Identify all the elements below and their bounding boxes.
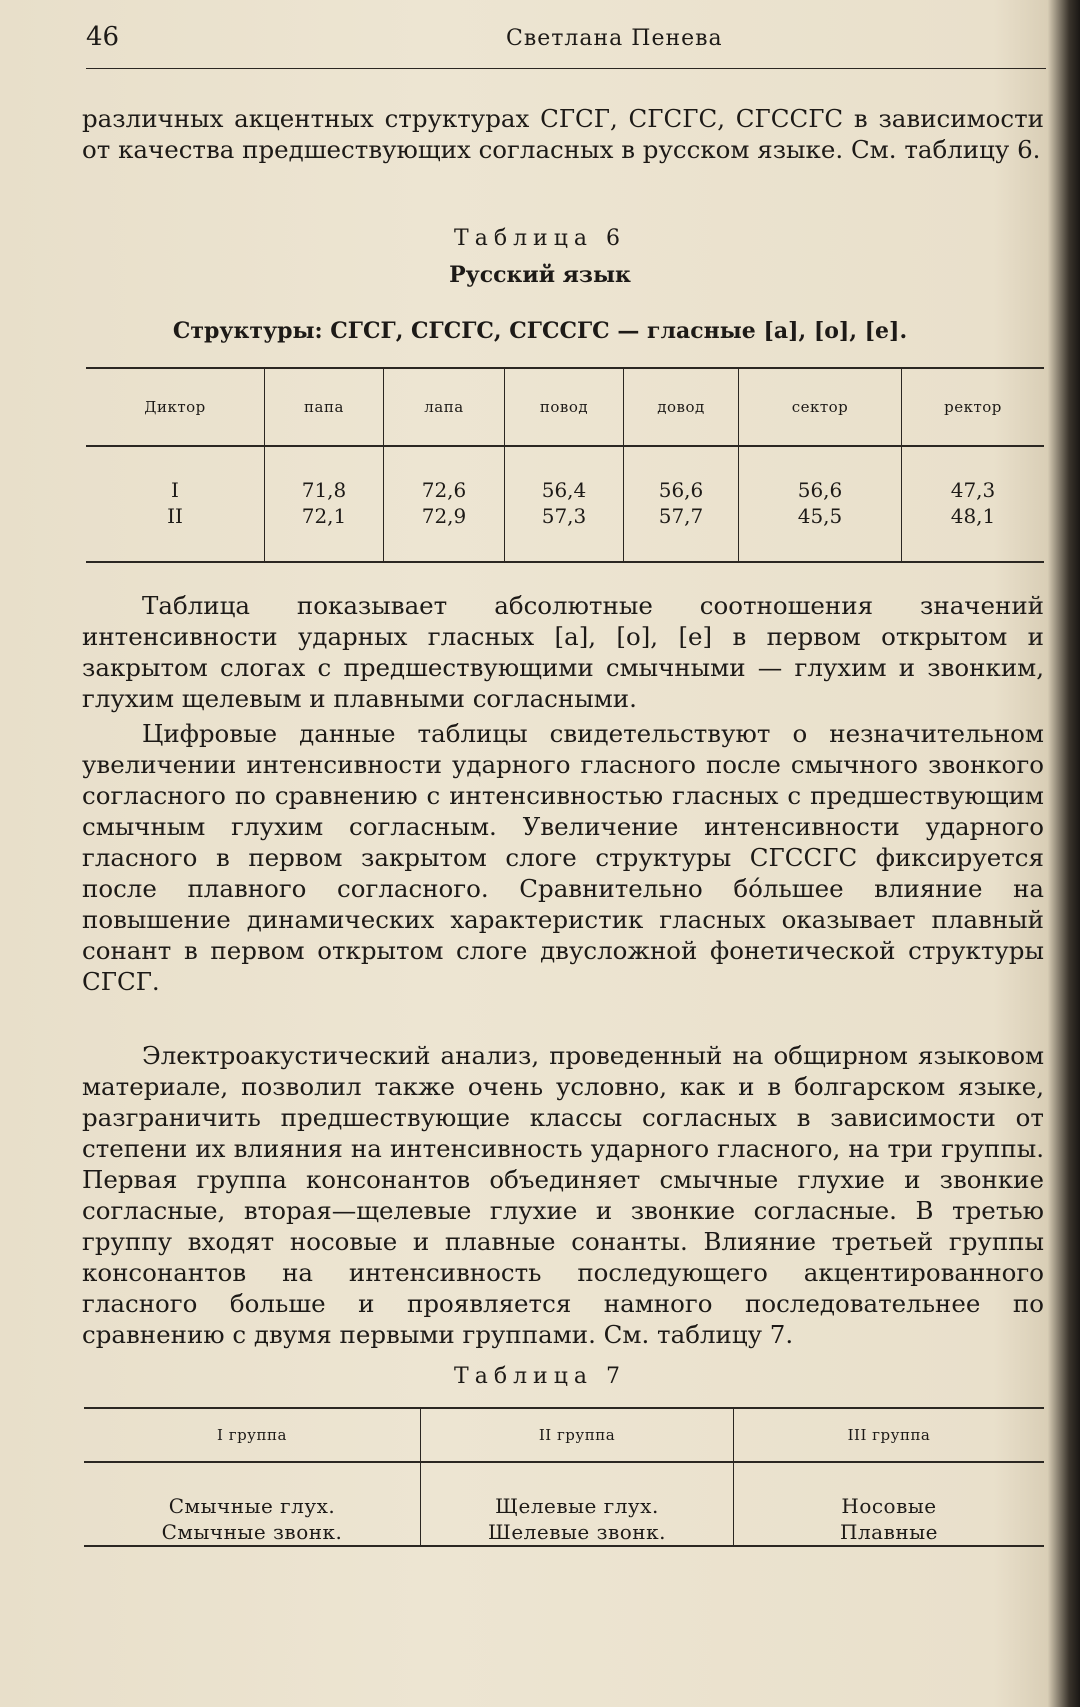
consonant-class: Плавные — [840, 1520, 938, 1544]
column-header: сектор — [739, 368, 902, 446]
consonant-class: Смычные звонк. — [161, 1520, 343, 1544]
column-header: Диктор — [144, 398, 206, 416]
body-paragraph: Электроакустический анализ, проведенный на общирном языковом материале, позволил также очень условно, как и в болгарском языке, разграничить предшествующие классы согласных в зависимости от степени их влияния на интенсивность ударного гласного, на три группы. Первая группа консонантов объединяет смычные глухие и звонкие согласные, вторая—щелевые глухие и звонкие согласные. В третью группу входят носовые и плавные сонанты. Влияние третьей группы консонантов на интенсивность последующего акцентированного гласного больше и проявляется намного последовательнее по сравнению с двумя первыми группами. См. таблицу 7. — [82, 1041, 1044, 1349]
value: 56,6 — [797, 478, 843, 502]
value-cell — [505, 446, 624, 562]
table7-header-row — [84, 1408, 1044, 1462]
value: 56,4 — [541, 478, 587, 502]
column-header: папа — [265, 368, 384, 446]
value: 47,3 — [950, 478, 996, 502]
consonant-class: Смычные глух. — [168, 1494, 336, 1518]
column-header: лапа — [384, 368, 505, 446]
value-cell — [902, 446, 1045, 562]
group-cell — [84, 1462, 421, 1546]
value: 72,1 — [301, 504, 347, 528]
body-paragraph: Таблица показывает абсолютные соотношения значений интенсивности ударных гласных [а], [о], [е] в первом открытом и закрытом слогах с предшествующими смычными — глухим и звонким, глухим щелевым и плавными согласными. — [82, 591, 1044, 713]
value: 57,7 — [658, 504, 704, 528]
group-cell — [734, 1462, 1045, 1546]
consonant-class: Шелевые звонк. — [488, 1520, 666, 1544]
consonant-class: Носовые — [841, 1494, 937, 1518]
value: 48,1 — [950, 504, 996, 528]
table6-subtitle: Русский язык — [449, 262, 631, 288]
value-cell — [384, 446, 505, 562]
intro-paragraph: различных акцентных структурах СГСГ, СГСГС, СГССГС в зависимости от качества предшествующих согласных в русском языке. См. таблицу 6. — [82, 104, 1044, 164]
table-7 — [84, 1407, 1044, 1547]
column-header: III группа — [734, 1408, 1045, 1462]
value: 72,6 — [421, 478, 467, 502]
table7-label: Таблица 7 — [454, 1364, 626, 1389]
table7-body-row — [84, 1462, 1044, 1546]
value-cell — [265, 446, 384, 562]
column-header: повод — [505, 368, 624, 446]
value-cell — [624, 446, 739, 562]
column-header: ректор — [902, 368, 1045, 446]
table6-header-row — [86, 368, 1044, 446]
column-header: довод — [624, 368, 739, 446]
speaker-label: I — [171, 478, 179, 502]
running-head: Светлана Пенева — [506, 26, 723, 51]
value: 45,5 — [797, 504, 843, 528]
column-header: I группа — [217, 1426, 287, 1444]
column-header: II группа — [421, 1408, 734, 1462]
value: 56,6 — [658, 478, 704, 502]
speaker-label: II — [167, 504, 183, 528]
page-header — [86, 22, 1046, 69]
value: 57,3 — [541, 504, 587, 528]
value: 72,9 — [421, 504, 467, 528]
table-6 — [86, 367, 1044, 563]
value-cell — [739, 446, 902, 562]
group-cell — [421, 1462, 734, 1546]
page-number: 46 — [86, 22, 120, 52]
body-paragraph: Цифровые данные таблицы свидетельствуют о незначительном увеличении интенсивности ударного гласного после смычного звонкого согласного по сравнению с интенсивностью гласных с предшествующим смычным глухим согласным. Увеличение интенсивности ударного гласного в первом закрытом слоге структуры СГССГС фиксируется после плавного согласного. Сравнительно бо́льшее влияние на повышение динамических характеристик гласных оказывает плавный сонант в первом открытом слоге двусложной фонетической структуры СГСГ. — [82, 719, 1044, 996]
consonant-class: Щелевые глух. — [495, 1494, 659, 1518]
table6-label: Таблица 6 — [454, 226, 626, 251]
table6-body-row — [86, 446, 1044, 562]
speaker-cell — [86, 446, 265, 562]
table6-structures: Структуры: СГСГ, СГСГС, СГССГС — гласные [а], [о], [е]. — [172, 318, 908, 344]
value: 71,8 — [301, 478, 347, 502]
